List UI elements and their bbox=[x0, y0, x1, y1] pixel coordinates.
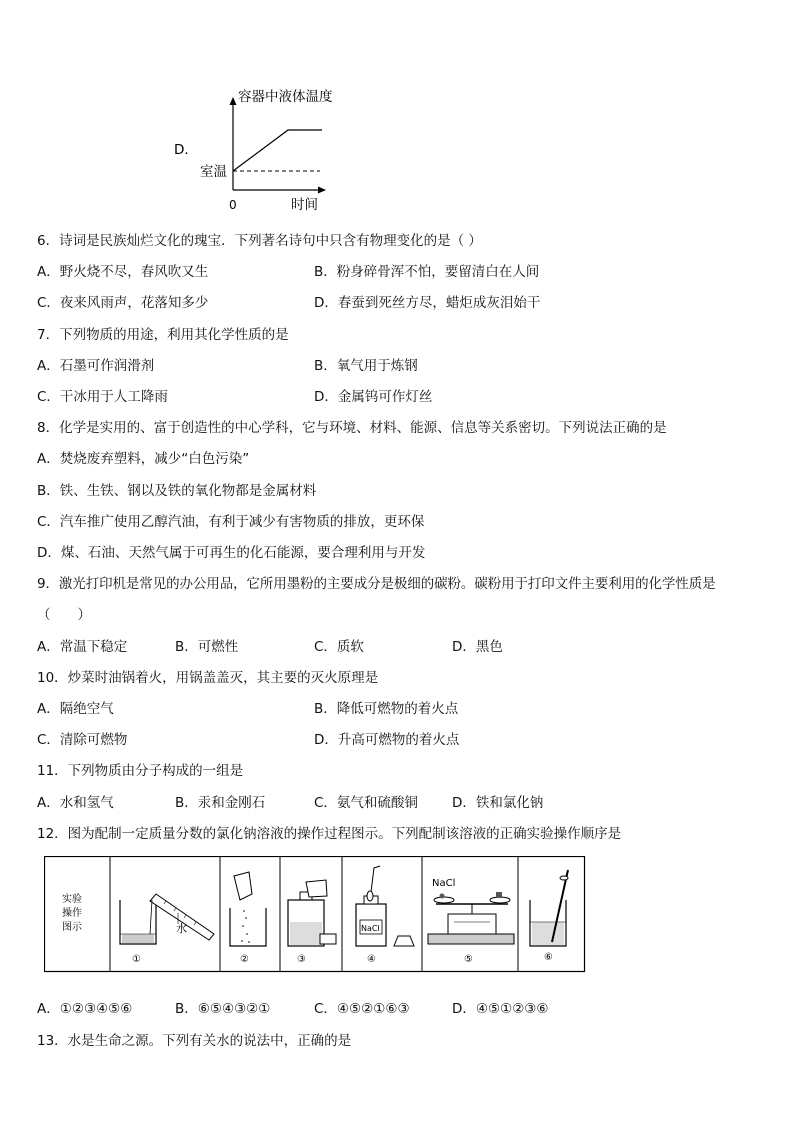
q6-option-d: D．春蚕到死丝方尽，蜡炬成灰泪始干 bbox=[314, 295, 541, 311]
q9-option-d: D．黑色 bbox=[452, 639, 503, 655]
figure-header-line3: 图示 bbox=[62, 922, 82, 933]
temperature-curve bbox=[233, 130, 322, 171]
question-9-stem: 9．激光打印机是常见的办公用品，它所用墨粉的主要成分是极细的碳粉。碳粉用于打印文件主要利用的化学性质是 bbox=[37, 576, 716, 592]
q11-option-d: D．铁和氯化钠 bbox=[452, 795, 544, 811]
q10-option-a: A．隔绝空气 bbox=[37, 701, 114, 717]
q7-option-d: D．金属钨可作灯丝 bbox=[314, 389, 433, 405]
step-label-2: ② bbox=[240, 954, 249, 965]
step-label-5: ⑤ bbox=[464, 954, 473, 965]
room-temp-label: 室温 bbox=[200, 164, 227, 180]
q6-option-c: C．夜来风雨声，花落知多少 bbox=[37, 295, 209, 311]
question-10-stem: 10．炒菜时油锅着火，用锅盖盖灭，其主要的灭火原理是 bbox=[37, 670, 379, 686]
q9-option-c: C．质软 bbox=[314, 639, 364, 655]
q9-answer-blank: （ ） bbox=[37, 607, 91, 623]
step-label-1: ① bbox=[132, 954, 141, 965]
q8-option-a: A．焚烧废弃塑料，减少“白色污染” bbox=[37, 451, 250, 467]
q10-option-d: D．升高可燃物的着火点 bbox=[314, 732, 460, 748]
y-axis-arrow bbox=[230, 97, 237, 105]
q8-option-d: D．煤、石油、天然气属于可再生的化石能源，要合理利用与开发 bbox=[37, 545, 426, 561]
q12-option-d: D．④⑤①②③⑥ bbox=[452, 1001, 549, 1017]
q12-option-a: A．①②③④⑤⑥ bbox=[37, 1001, 133, 1017]
q9-option-b: B．可燃性 bbox=[175, 639, 239, 655]
question-8-stem: 8．化学是实用的、富于创造性的中心学科，它与环境、材料、能源、信息等关系密切。下列说法正确的是 bbox=[37, 420, 667, 436]
step-label-6: ⑥ bbox=[544, 952, 553, 963]
q6-option-b: B．粉身碎骨浑不怕，要留清白在人间 bbox=[314, 264, 540, 280]
q6-option-a: A．野火烧不尽，春风吹又生 bbox=[37, 264, 209, 280]
temperature-graph-svg bbox=[170, 85, 360, 215]
q11-option-a: A．水和氢气 bbox=[37, 795, 114, 811]
q8-option-c: C．汽车推广使用乙醇汽油，有利于减少有害物质的排放，更环保 bbox=[37, 514, 425, 530]
q10-option-c: C．清除可燃物 bbox=[37, 732, 128, 748]
q7-option-b: B．氧气用于炼钢 bbox=[314, 358, 418, 374]
question-7-stem: 7．下列物质的用途，利用其化学性质的是 bbox=[37, 327, 289, 343]
balance-nacl-label: NaCl bbox=[432, 878, 456, 889]
option-d-label: D． bbox=[174, 142, 198, 158]
q11-option-b: B．汞和金刚石 bbox=[175, 795, 266, 811]
question-12-stem: 12．图为配制一定质量分数的氯化钠溶液的操作过程图示。下列配制该溶液的正确实验操作顺序是 bbox=[37, 826, 622, 842]
temperature-graph bbox=[170, 85, 360, 215]
q7-option-a: A．石墨可作润滑剂 bbox=[37, 358, 155, 374]
step-label-3: ③ bbox=[297, 954, 306, 965]
q11-option-c: C．氨气和硫酸铜 bbox=[314, 795, 418, 811]
question-6-stem: 6．诗词是民族灿烂文化的瑰宝．下列著名诗句中只含有物理变化的是（ ） bbox=[37, 233, 482, 249]
operation-figure-svg bbox=[44, 856, 586, 974]
q9-option-a: A．常温下稳定 bbox=[37, 639, 128, 655]
origin-label: 0 bbox=[229, 198, 237, 212]
figure-header-line1: 实验 bbox=[62, 894, 82, 905]
q12-option-c: C．④⑤②①⑥③ bbox=[314, 1001, 410, 1017]
q7-option-c: C．干冰用于人工降雨 bbox=[37, 389, 168, 405]
operation-figure bbox=[44, 856, 586, 974]
figure-header-line2: 操作 bbox=[62, 908, 82, 919]
question-11-stem: 11．下列物质由分子构成的一组是 bbox=[37, 763, 244, 779]
nacl-bottle-label: NaCl bbox=[361, 924, 380, 933]
y-axis-label: 容器中液体温度 bbox=[238, 89, 333, 105]
water-label: 水 bbox=[176, 922, 187, 935]
step-label-4: ④ bbox=[367, 954, 376, 965]
q8-option-b: B．铁、生铁、钢以及铁的氧化物都是金属材料 bbox=[37, 483, 317, 499]
x-axis-arrow bbox=[318, 187, 326, 194]
x-axis-label: 时间 bbox=[291, 197, 318, 213]
q12-option-b: B．⑥⑤④③②① bbox=[175, 1001, 271, 1017]
question-13-stem: 13．水是生命之源。下列有关水的说法中，正确的是 bbox=[37, 1033, 352, 1049]
q10-option-b: B．降低可燃物的着火点 bbox=[314, 701, 459, 717]
